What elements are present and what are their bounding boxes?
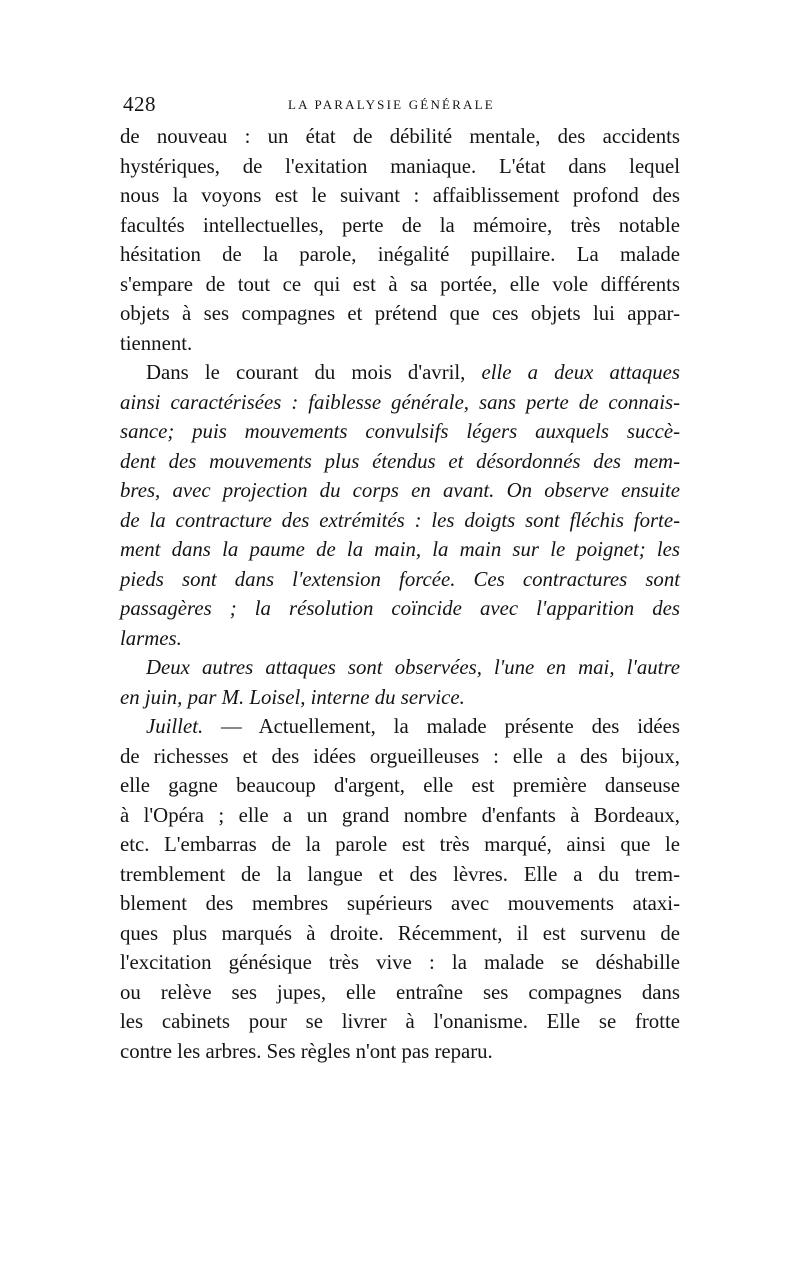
- paragraph-1: [120, 122, 680, 358]
- text-line: facultés intellectuelles, perte de la mémoire, très notable: [120, 213, 680, 237]
- text-line: tremblement de la langue et des lèvres. Elle a du trem-: [120, 862, 680, 886]
- text-line: en juin, par M. Loisel, interne du service.: [120, 685, 465, 709]
- text-line: [120, 712, 680, 742]
- text-line: ques plus marqués à droite. Récemment, il est survenu de: [120, 921, 680, 945]
- text-line: elle gagne beaucoup d'argent, elle est première danseuse: [120, 774, 680, 797]
- text-line: sance; puis mouvements convulsifs légers auxquels succè-: [120, 420, 680, 443]
- paragraph-4: [120, 712, 680, 1066]
- text-line: larmes.: [120, 626, 182, 650]
- text-line: de richesses et des idées orgueilleuses : elle a des bijoux,: [120, 744, 680, 768]
- text-line: hésitation de la parole, inégalité pupillaire. La malade: [120, 243, 680, 266]
- roman-text: — Actuellement, la malade présente des idées: [203, 715, 680, 738]
- running-title: LA PARALYSIE GÉNÉRALE: [288, 97, 495, 112]
- text-line: [120, 358, 680, 388]
- text-line: etc. L'embarras de la parole est très marqué, ainsi que le: [120, 833, 680, 856]
- text-line: contre les arbres. Ses règles n'ont pas reparu.: [120, 1039, 493, 1063]
- text-line: à l'Opéra ; elle a un grand nombre d'enfants à Bordeaux,: [120, 803, 680, 827]
- page-number: 428: [123, 92, 156, 116]
- text-line: s'empare de tout ce qui est à sa portée, elle vole différents: [120, 272, 680, 296]
- roman-text: Dans le courant du mois d'avril,: [146, 361, 482, 384]
- text-line: objets à ses compagnes et prétend que ces objets lui appar-: [120, 302, 680, 325]
- text-line: pieds sont dans l'extension forcée. Ces contractures sont: [120, 567, 680, 591]
- text-line: ment dans la paume de la main, la main sur le poignet; les: [120, 538, 680, 561]
- text-line: blement des membres supérieurs avec mouvements ataxi-: [120, 892, 680, 915]
- text-line: les cabinets pour se livrer à l'onanisme. Elle se frotte: [120, 1010, 680, 1033]
- italic-text: elle a deux attaques: [481, 361, 680, 384]
- text-line: ou relève ses jupes, elle entraîne ses compagnes dans: [120, 980, 680, 1004]
- text-line: hystériques, de l'exitation maniaque. L'état dans lequel: [120, 154, 680, 178]
- text-line: tiennent.: [120, 331, 193, 355]
- text-line: bres, avec projection du corps en avant. On observe ensuite: [120, 479, 680, 502]
- text-line: de la contracture des extrémités : les doigts sont fléchis forte-: [120, 508, 680, 532]
- text-line: ainsi caractérisées : faiblesse générale, sans perte de connais-: [120, 390, 680, 414]
- text-line: Deux autres attaques sont observées, l'une en mai, l'autre: [146, 656, 680, 679]
- body-text: [120, 122, 680, 1066]
- paragraph-2: [120, 358, 680, 653]
- text-line: l'excitation génésique très vive : la malade se déshabille: [120, 951, 680, 974]
- running-head: [120, 92, 680, 122]
- text-line: dent des mouvements plus étendus et désordonnés des mem-: [120, 449, 680, 473]
- text-line: de nouveau : un état de débilité mentale, des accidents: [120, 125, 680, 148]
- text-line: nous la voyons est le suivant : affaiblissement profond des: [120, 184, 680, 207]
- italic-text: Juillet.: [146, 715, 204, 738]
- paragraph-3: [120, 653, 680, 712]
- book-page: [120, 92, 680, 1066]
- text-line: passagères ; la résolution coïncide avec l'apparition des: [120, 597, 680, 620]
